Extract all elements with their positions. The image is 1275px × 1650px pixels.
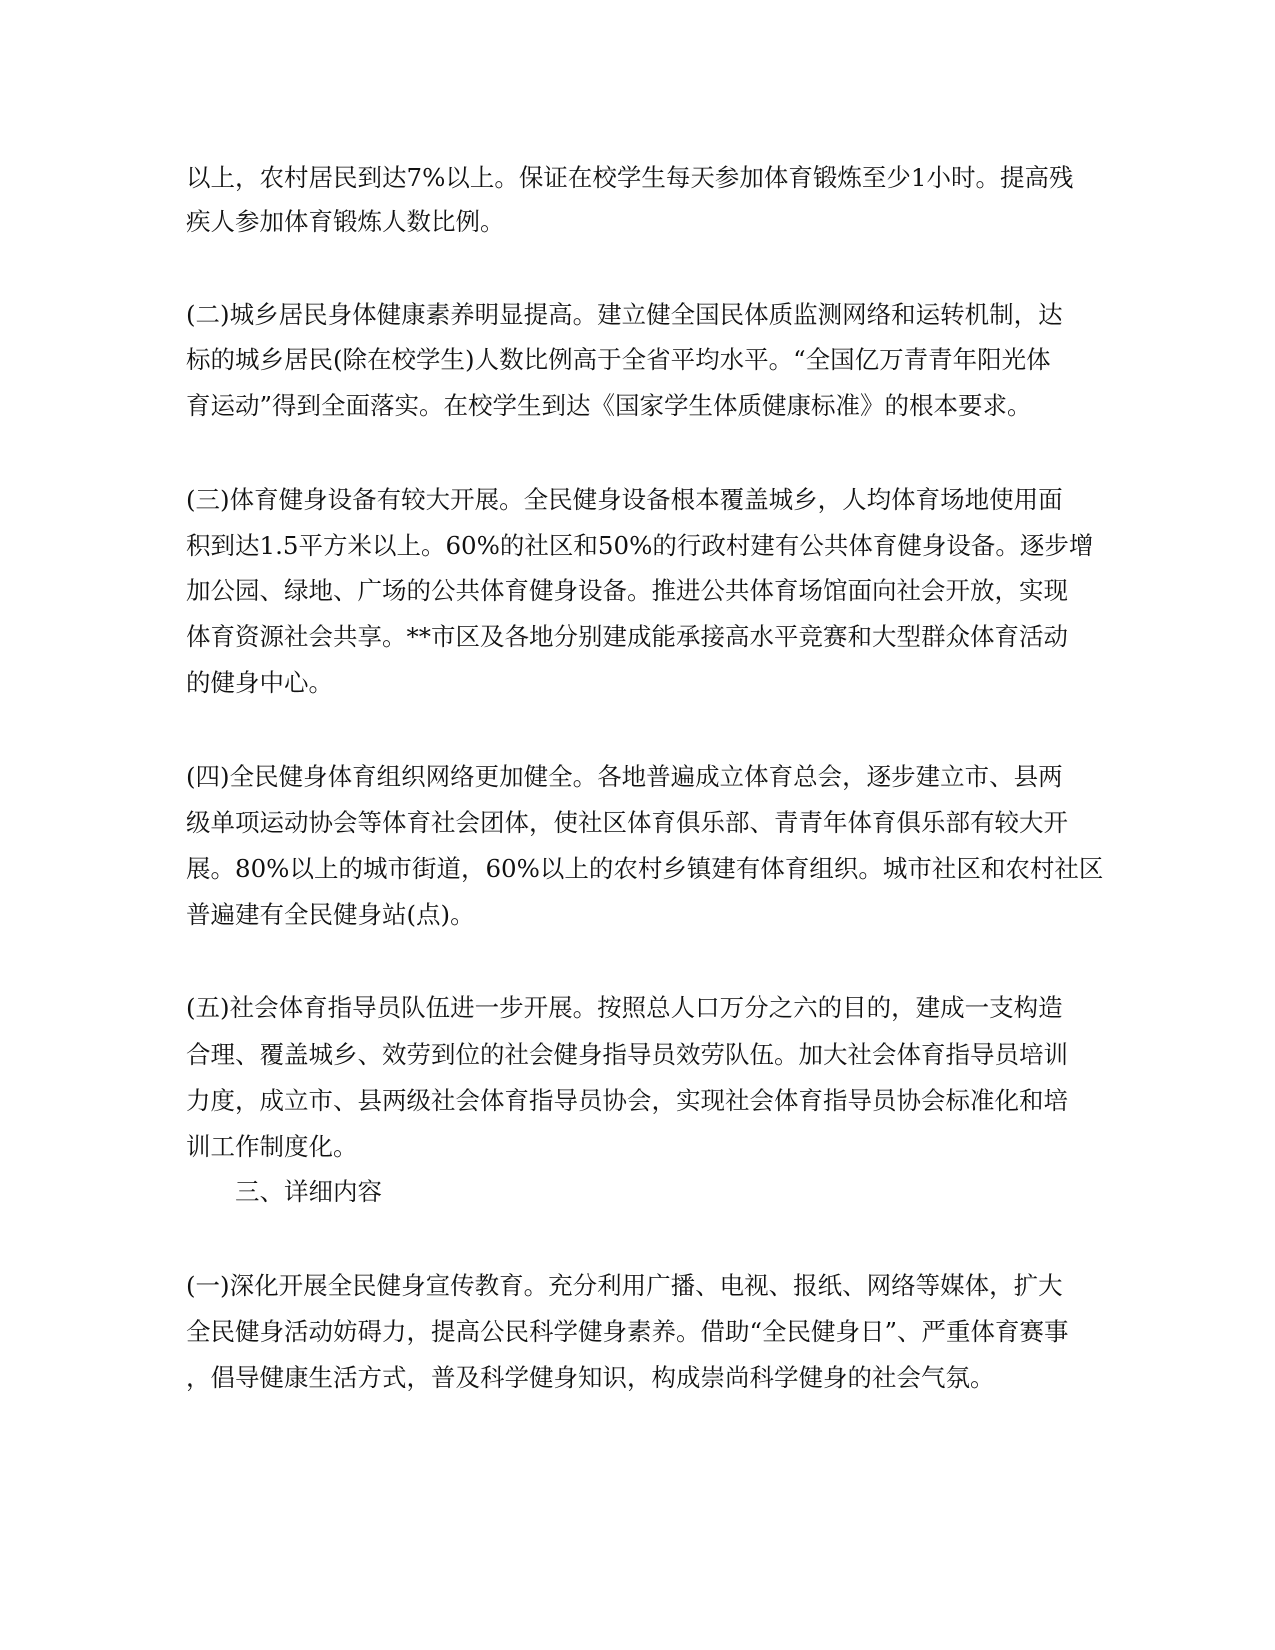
text-line: 合理、覆盖城乡、效劳到位的社会健身指导员效劳队伍。加大社会体育指导员培训 (186, 1040, 1068, 1069)
section-heading: 三、详细内容 (235, 1177, 382, 1206)
text-line: 疾人参加体育锻炼人数比例。 (186, 207, 505, 236)
text-line: 普遍建有全民健身站(点)。 (186, 900, 475, 929)
section-5-line: (五)社会体育指导员队伍进一步开展。按照总人口万分之六的目的，建成一支构造 (186, 993, 1063, 1022)
text-line: 积到达1.5平方米以上。60%的社区和50%的行政村建有公共体育健身设备。逐步增 (186, 531, 1094, 560)
text-line: 体育资源社会共享。**市区及各地分别建成能承接高水平竞赛和大型群众体育活动 (186, 622, 1068, 651)
text-line: 训工作制度化。 (186, 1132, 358, 1161)
section-3-line: (三)体育健身设备有较大开展。全民健身设备根本覆盖城乡，人均体育场地使用面 (186, 485, 1063, 514)
text-line: 力度，成立市、县两级社会体育指导员协会，实现社会体育指导员协会标准化和培 (186, 1086, 1068, 1115)
text-line: 以上，农村居民到达7%以上。保证在校学生每天参加体育锻炼至少1小时。提高残 (186, 163, 1074, 192)
section-4-line: (四)全民健身体育组织网络更加健全。各地普遍成立体育总会，逐步建立市、县两 (186, 762, 1063, 791)
subsection-1-line: (一)深化开展全民健身宣传教育。充分利用广播、电视、报纸、网络等媒体，扩大 (186, 1271, 1063, 1300)
section-2-line: (二)城乡居民身体健康素养明显提高。建立健全国民体质监测网络和运转机制，达 (186, 300, 1063, 329)
text-line: 全民健身活动妨碍力，提高公民科学健身素养。借助“全民健身日”、严重体育赛事 (186, 1317, 1069, 1346)
text-line: 的健身中心。 (186, 668, 333, 697)
text-line: 标的城乡居民(除在校学生)人数比例高于全省平均水平。“全国亿万青青年阳光体 (186, 345, 1051, 374)
text-line: 育运动”得到全面落实。在校学生到达《国家学生体质健康标准》的根本要求。 (186, 391, 1032, 420)
text-line: 级单项运动协会等体育社会团体，使社区体育俱乐部、青青年体育俱乐部有较大开 (186, 808, 1068, 837)
text-line: 展。80%以上的城市街道，60%以上的农村乡镇建有体育组织。城市社区和农村社区 (186, 854, 1104, 883)
text-line: ，倡导健康生活方式，普及科学健身知识，构成崇尚科学健身的社会气氛。 (186, 1363, 995, 1392)
text-line: 加公园、绿地、广场的公共体育健身设备。推进公共体育场馆面向社会开放，实现 (186, 576, 1068, 605)
